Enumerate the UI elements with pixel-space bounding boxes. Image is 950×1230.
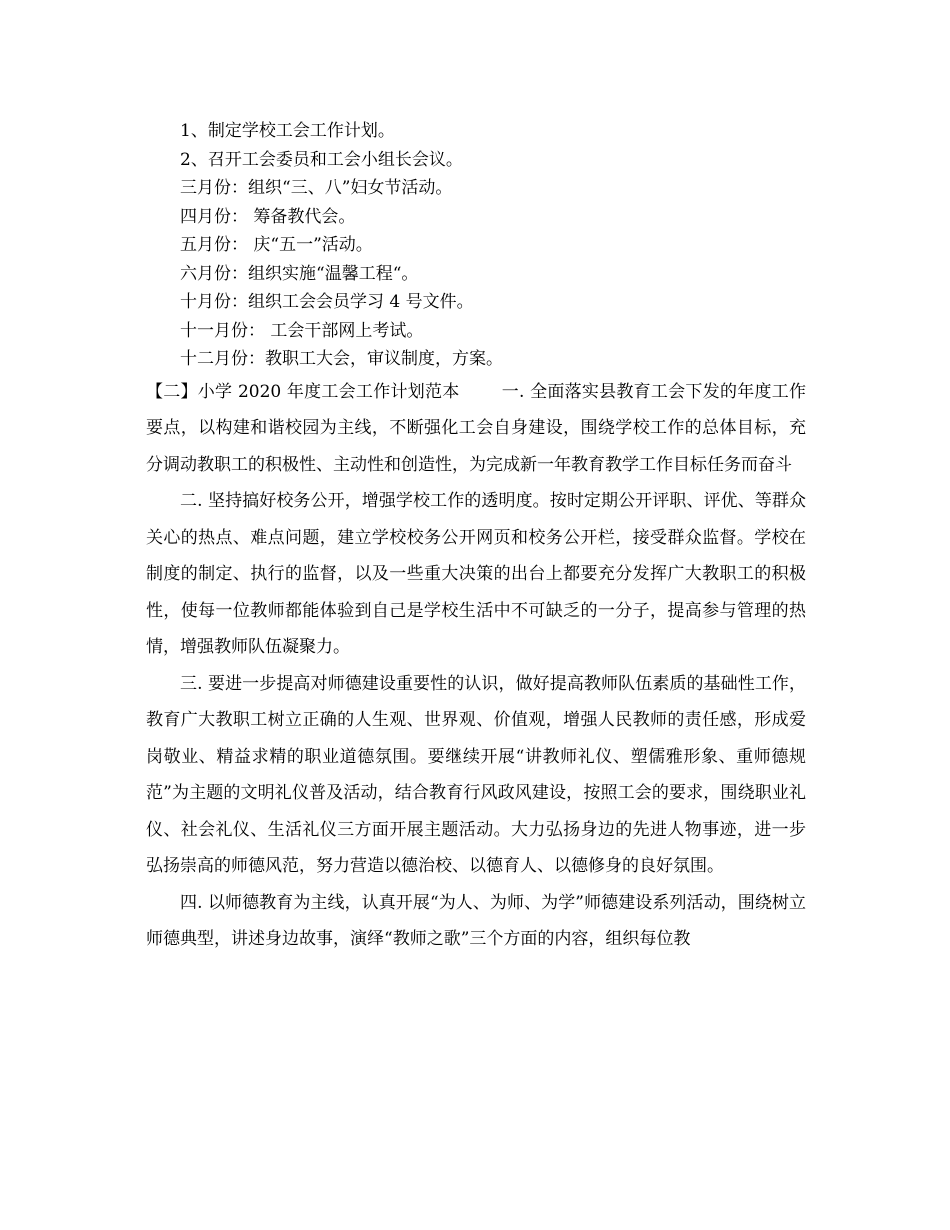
list-item: 四月份： 筹备教代会。: [180, 206, 356, 227]
list-item: 五月份： 庆“五一”活动。: [180, 235, 373, 255]
list-item: 三月份：组织“三、八”妇女节活动。: [180, 178, 453, 198]
list-item: 2、召开工会委员和工会小组长会议。: [180, 149, 463, 170]
list-item: 十一月份： 工会干部网上考试。: [180, 320, 424, 341]
section-heading: 【二】小学 2020 年度工会工作计划范本: [146, 381, 460, 402]
list-item: 1、制定学校工会工作计划。: [180, 121, 395, 141]
paragraph-two: 二. 坚持搞好校务公开，增强学校工作的透明度。按时定期公开评职、评优、等群众关心的热点、难点问题，建立学校校务公开网页和校务公开栏，接受群众监督。学校在制度的制定、执行的监督，以及一些重大决策的出台上都要充分发挥广大教职工的积极性，使每一位教师都能体验到自己是学校生活中不可缺乏的一分子，提高参与管理的热情，增强教师队伍凝聚力。: [146, 491, 806, 657]
list-item: 十月份：组织工会会员学习 4 号文件。: [180, 292, 474, 312]
paragraph-one: 一. 全面落实县教育工会下发的年度工作要点，以构建和谐校园为主线，不断强化工会自身建设，围绕学校工作的总体目标，充分调动教职工的积极性、主动性和创造性，为完成新一年教育教学工作目标任务而奋斗: [146, 381, 806, 475]
list-item: 六月份：组织实施“温馨工程“。: [180, 263, 419, 284]
list-item: 十二月份：教职工大会，审议制度，方案。: [180, 349, 503, 369]
paragraph-four: 四. 以师德教育为主线，认真开展“为人、为师、为学”师德建设系列活动，围绕树立师德典型，讲述身边故事，演绎“教师之歌”三个方面的内容，组织每位教: [146, 892, 806, 949]
paragraph-three: 三. 要进一步提高对师德建设重要性的认识，做好提高教师队伍素质的基础性工作，教育广大教职工树立正确的人生观、世界观、价值观，增强人民教师的责任感，形成爱岗敬业、精益求精的职业道德氛围。要继续开展“讲教师礼仪、塑儒雅形象、重师德规范”为主题的文明礼仪普及活动，结合教育行风政风建设，按照工会的要求，围绕职业礼仪、社会礼仪、生活礼仪三方面开展主题活动。大力弘扬身边的先进人物事迹，进一步弘扬崇高的师德风范，努力营造以德治校、以德育人、以德修身的良好氛围。: [146, 673, 806, 876]
section-two-intro: [146, 374, 806, 484]
document-body: [146, 117, 806, 958]
